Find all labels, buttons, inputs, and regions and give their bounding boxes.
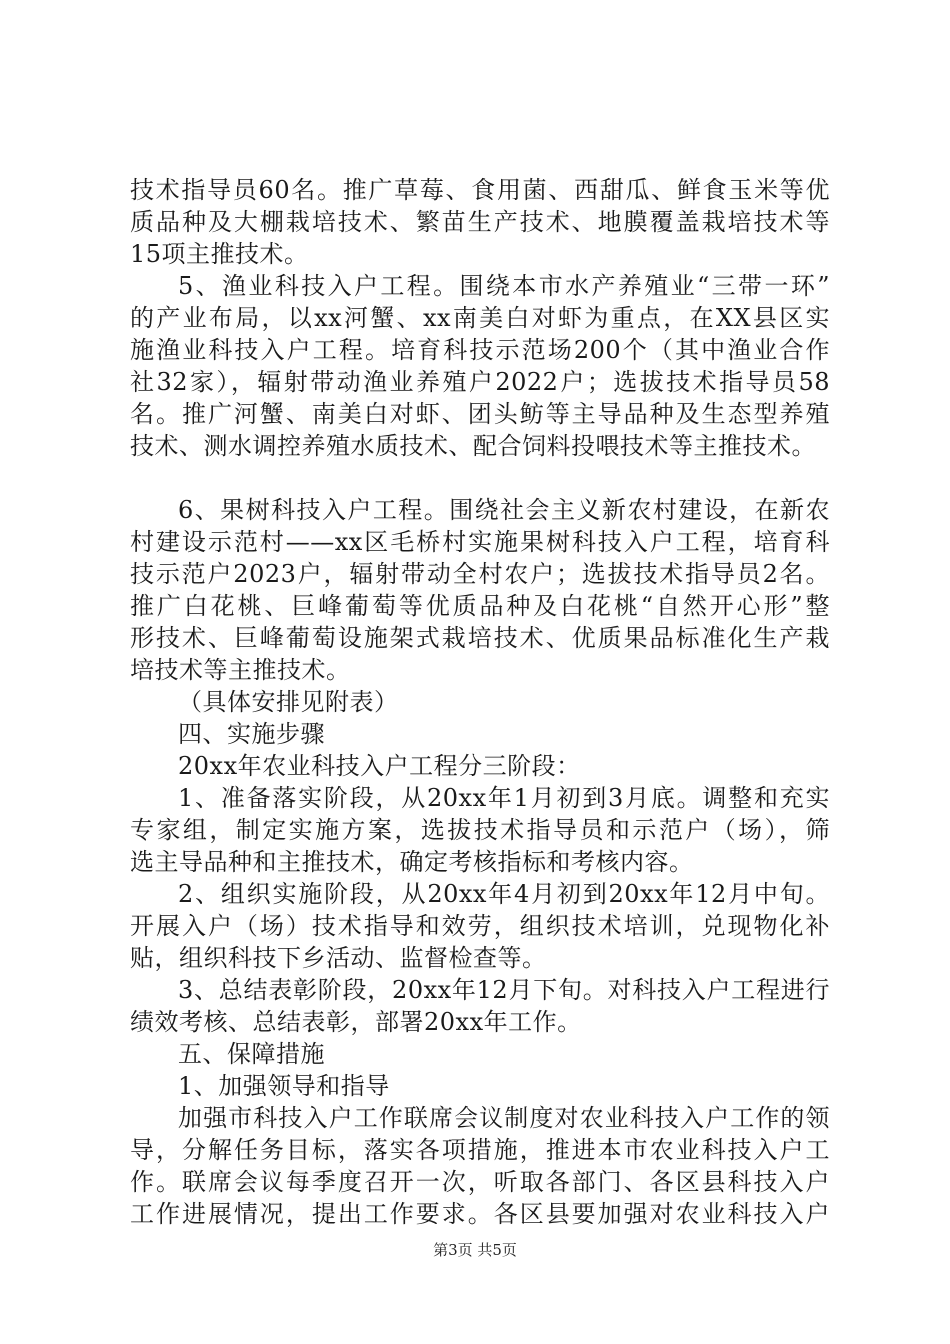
text-line: 20xx年农业科技入户工程分三阶段：: [178, 752, 581, 780]
text-line: 开展入户（场）技术指导和效劳，组织技术培训，兑现物化补: [130, 912, 830, 940]
text-line: 2、组织实施阶段，从20xx年4月初到20xx年12月中旬。: [178, 880, 830, 908]
text-line: 技术指导员60名。推广草莓、食用菌、西甜瓜、鲜食玉米等优: [130, 176, 830, 204]
text-line: 村建设示范村——xx区毛桥村实施果树科技入户工程，培育科: [130, 528, 830, 556]
text-line: 的产业布局，以xx河蟹、xx南美白对虾为重点，在XX县区实: [130, 304, 830, 332]
text-line: 质品种及大棚栽培技术、繁苗生产技术、地膜覆盖栽培技术等: [130, 208, 830, 236]
section-heading: 四、实施步骤: [178, 720, 325, 748]
text-line: 培技术等主推技术。: [130, 656, 351, 684]
text-line: 专家组，制定实施方案，选拔技术指导员和示范户（场），筛: [130, 816, 830, 844]
text-line: 工作进展情况，提出工作要求。各区县要加强对农业科技入户: [130, 1200, 830, 1228]
text-line: （具体安排见附表）: [178, 688, 399, 716]
page-number-footer: 第3页 共5页: [433, 1241, 517, 1259]
subsection-heading: 1、加强领导和指导: [178, 1072, 390, 1100]
text-line: 选主导品种和主推技术，确定考核指标和考核内容。: [130, 848, 694, 876]
text-line: 推广白花桃、巨峰葡萄等优质品种及白花桃“自然开心形”整: [130, 592, 830, 620]
text-line: 15项主推技术。: [130, 240, 309, 268]
text-line: 作。联席会议每季度召开一次，听取各部门、各区县科技入户: [130, 1168, 830, 1196]
text-line: 施渔业科技入户工程。培育科技示范场200个（其中渔业合作: [130, 336, 830, 364]
text-line: 社32家），辐射带动渔业养殖户2022户；选拔技术指导员58: [130, 368, 830, 396]
text-line: 形技术、巨峰葡萄设施架式栽培技术、优质果品标准化生产栽: [130, 624, 830, 652]
text-line: 贴，组织科技下乡活动、监督检查等。: [130, 944, 547, 972]
text-line: 技术、测水调控养殖水质技术、配合饲料投喂技术等主推技术。: [130, 432, 816, 460]
text-line: 绩效考核、总结表彰，部署20xx年工作。: [130, 1008, 582, 1036]
text-line: 加强市科技入户工作联席会议制度对农业科技入户工作的领: [178, 1104, 830, 1132]
section-heading: 五、保障措施: [178, 1040, 325, 1068]
text-line: 3、总结表彰阶段，20xx年12月下旬。对科技入户工程进行: [178, 976, 830, 1004]
text-line: 5、渔业科技入户工程。围绕本市水产养殖业“三带一环”: [178, 272, 830, 300]
text-line: 1、准备落实阶段，从20xx年1月初到3月底。调整和充实: [178, 784, 830, 812]
text-line: 名。推广河蟹、南美白对虾、团头鲂等主导品种及生态型养殖: [130, 400, 830, 428]
text-line: 技示范户2023户，辐射带动全村农户；选拔技术指导员2名。: [130, 560, 830, 588]
text-line: 6、果树科技入户工程。围绕社会主义新农村建设，在新农: [178, 496, 830, 524]
paragraph-gap: [130, 462, 830, 494]
text-line: 导，分解任务目标，落实各项措施，推进本市农业科技入户工: [130, 1136, 830, 1164]
document-body: [130, 174, 830, 1230]
